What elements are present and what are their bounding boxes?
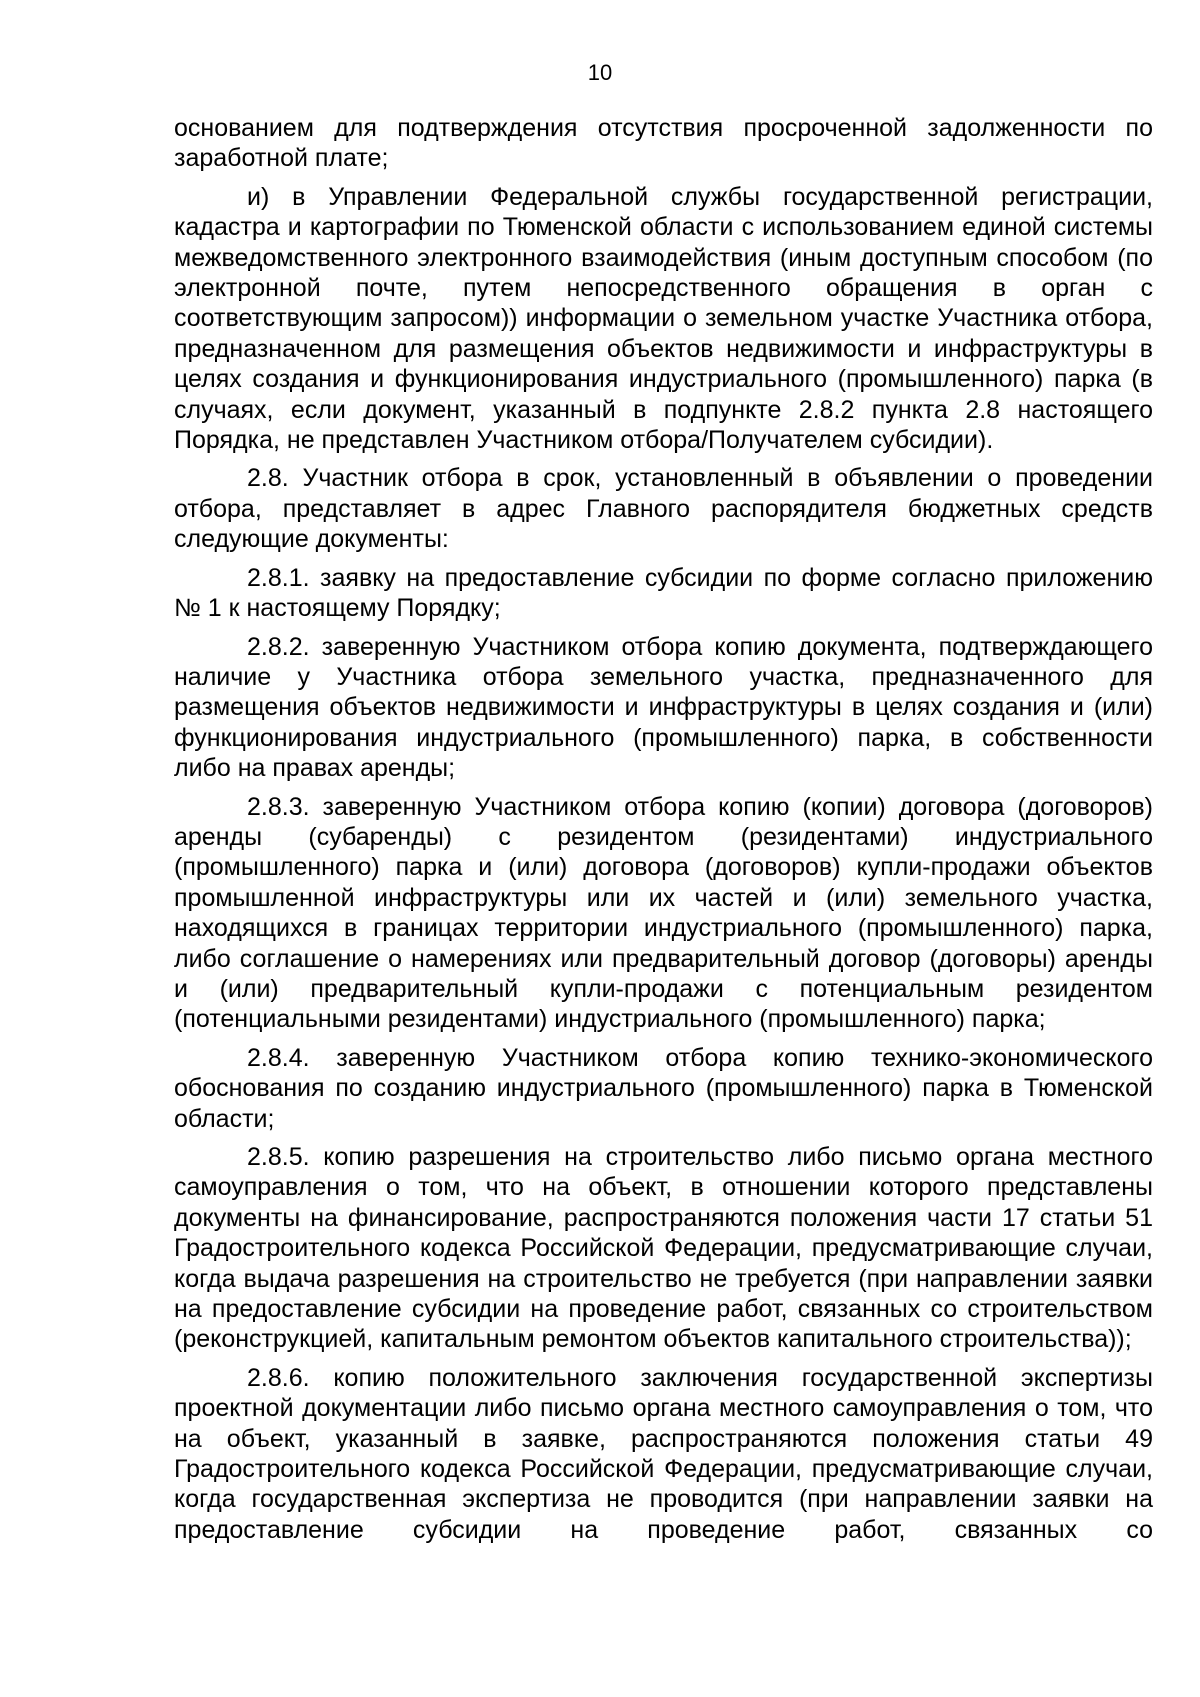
document-body bbox=[174, 113, 1153, 1545]
paragraph-2-8-5: 2.8.5. копию разрешения на строительство либо письмо органа местного самоуправления о том, что на объект, в отношении которого представлены документы на финансирование, распространяются положения части 17 статьи 51 Градостроительного кодекса Российской Федерации, предусматривающие случаи, когда выдача разрешения на строительство не требуется (при направлении заявки на предоставление субсидии на проведение работ, связанных со строительством (реконструкцией, капитальным ремонтом объектов капитального строительства)); bbox=[174, 1143, 1153, 1354]
paragraph-2-8-6: 2.8.6. копию положительного заключения государственной экспертизы проектной документации либо письмо органа местного самоуправления о том, что на объект, указанный в заявке, распространяются положения статьи 49 Градостроительного кодекса Российской Федерации, предусматривающие случаи, когда государственная экспертиза не проводится (при направлении заявки на предоставление субсидии на проведение работ, связанных со bbox=[174, 1363, 1153, 1544]
paragraph-continuation: основанием для подтверждения отсутствия просроченной задолженности по заработной плате; bbox=[174, 114, 1153, 173]
paragraph-2-8-1: 2.8.1. заявку на предоставление субсидии по форме согласно приложению № 1 к настоящему Порядку; bbox=[174, 563, 1153, 623]
paragraph-2-8-2: 2.8.2. заверенную Участником отбора копию документа, подтверждающего наличие у Участника отбора земельного участка, предназначенного для размещения объектов недвижимости и инфраструктуры в целях создания и (или) функционирования индустриального (промышленного) парка, в собственности либо на правах аренды; bbox=[174, 632, 1153, 783]
page-number: 10 bbox=[587, 60, 613, 85]
paragraph-2-8-4: 2.8.4. заверенную Участником отбора копию технико-экономического обоснования по созданию индустриального (промышленного) парка в Тюменской области; bbox=[174, 1043, 1153, 1133]
paragraph-2-8: 2.8. Участник отбора в срок, установленный в объявлении о проведении отбора, представляет в адрес Главного распорядителя бюджетных средств следующие документы: bbox=[174, 464, 1153, 554]
paragraph-item-i: и) в Управлении Федеральной службы государственной регистрации, кадастра и картографии по Тюменской области с использованием единой системы межведомственного электронного взаимодействия (иным доступным способом (по электронной почте, путем непосредственного обращения в орган с соответствующим запросом)) информации о земельном участке Участника отбора, предназначенном для размещения объектов недвижимости и инфраструктуры в целях создания и функционирования индустриального (промышленного) парка (в случаях, если документ, указанный в подпункте 2.8.2 пункта 2.8 настоящего Порядка, не представлен Участником отбора/Получателем субсидии). bbox=[174, 182, 1153, 455]
paragraph-2-8-3: 2.8.3. заверенную Участником отбора копию (копии) договора (договоров) аренды (субаренды) с резидентом (резидентами) индустриального (промышленного) парка и (или) договора (договоров) купли-продажи объектов промышленной инфраструктуры или их частей и (или) земельного участка, находящихся в границах территории индустриального (промышленного) парка, либо соглашение о намерениях или предварительный договор (договоры) аренды и (или) предварительный купли-продажи с потенциальным резидентом (потенциальными резидентами) индустриального (промышленного) парка; bbox=[174, 792, 1153, 1034]
